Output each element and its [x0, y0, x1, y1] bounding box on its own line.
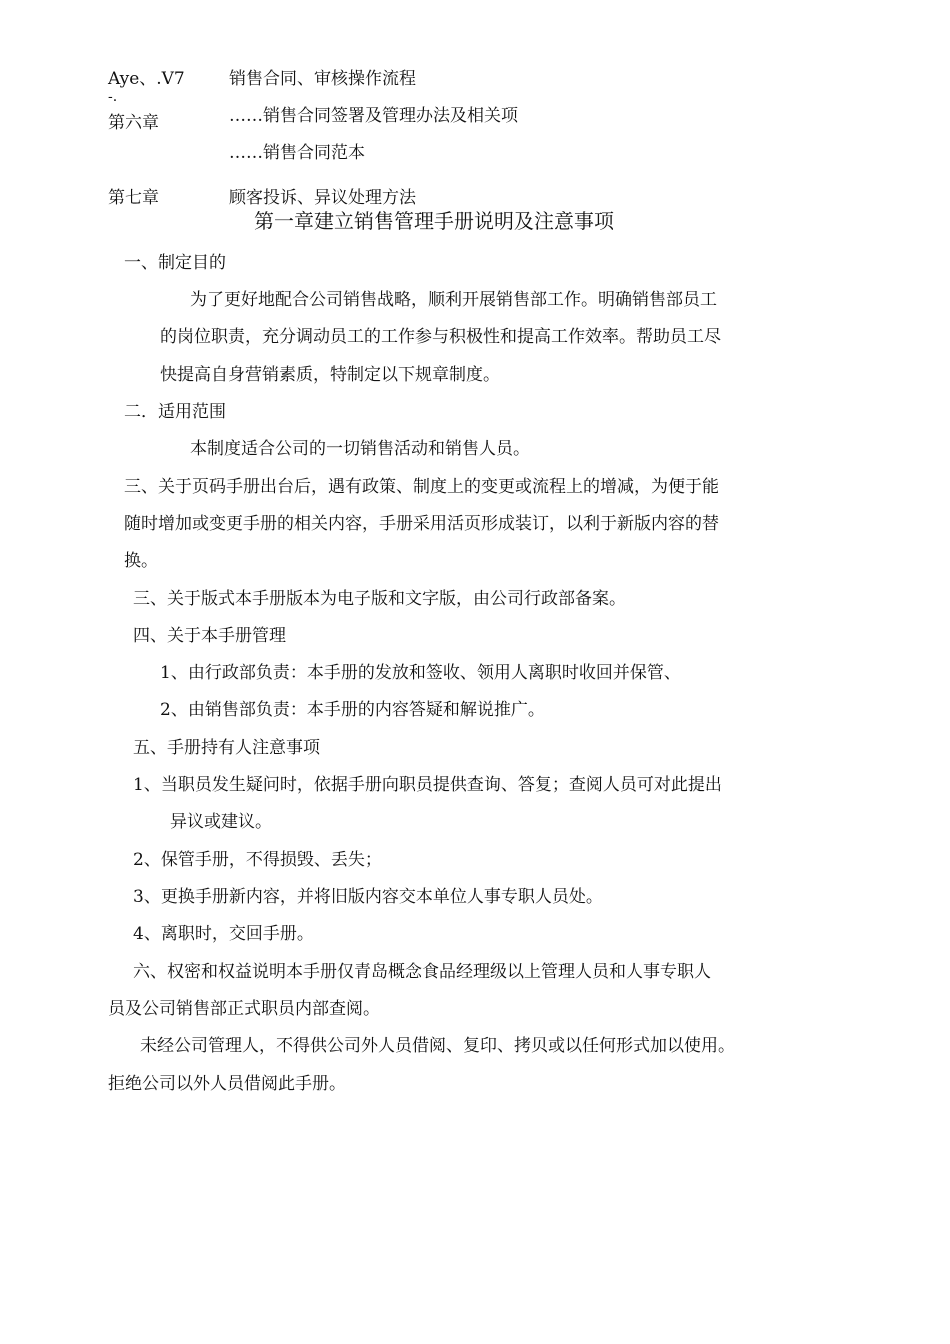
toc-entry-text: ……销售合同签署及管理办法及相关项 [229, 106, 518, 126]
section-heading: 二．适用范围 [124, 402, 226, 422]
list-item: 1、由行政部负责：本手册的发放和签收、领用人离职时收回并保管、 [160, 663, 681, 683]
toc-entry-text: 顾客投诉、异议处理方法 [229, 188, 416, 208]
paragraph-line: 为了更好地配合公司销售战略，顺利开展销售部工作。明确销售部员工 [190, 290, 717, 310]
toc-chapter-label: 第六章 [108, 113, 159, 133]
toc-stray-mark: -. [108, 89, 118, 105]
page-title: 第一章建立销售管理手册说明及注意事项 [254, 209, 614, 233]
paragraph-line: 六、权密和权益说明本手册仅青岛概念食品经理级以上管理人员和人事专职人 [133, 962, 711, 982]
paragraph-line: 换。 [124, 551, 158, 571]
section-heading: 一、制定目的 [124, 253, 226, 273]
toc-entry-text: 销售合同、审核操作流程 [229, 69, 416, 89]
paragraph-line: 随时增加或变更手册的相关内容，手册采用活页形成装订，以利于新版内容的替 [124, 514, 719, 534]
list-item: 1、当职员发生疑问时，依据手册向职员提供查询、答复；查阅人员可对此提出 [133, 775, 722, 795]
list-item: 4、离职时，交回手册。 [133, 924, 314, 944]
section-heading: 五、手册持有人注意事项 [133, 738, 320, 758]
paragraph-line: 快提高自身营销素质，特制定以下规章制度。 [160, 365, 500, 385]
list-item: 2、由销售部负责：本手册的内容答疑和解说推广。 [160, 700, 545, 720]
list-item: 2、保管手册，不得损毁、丢失； [133, 850, 382, 870]
toc-entry-text: ……销售合同范本 [229, 143, 365, 163]
paragraph-line: 员及公司销售部正式职员内部查阅。 [108, 999, 380, 1019]
paragraph-line: 未经公司管理人，不得供公司外人员借阅、复印、拷贝或以任何形式加以使用。 [140, 1036, 735, 1056]
paragraph-line: 拒绝公司以外人员借阅此手册。 [108, 1074, 346, 1094]
toc-chapter-label: Aye、.V7 [108, 69, 185, 89]
list-item: 异议或建议。 [170, 812, 272, 832]
paragraph-line: 本制度适合公司的一切销售活动和销售人员。 [190, 439, 530, 459]
paragraph-line: 的岗位职责，充分调动员工的工作参与积极性和提高工作效率。帮助员工尽 [160, 327, 721, 347]
section-heading: 四、关于本手册管理 [133, 626, 286, 646]
toc-chapter-label: 第七章 [108, 188, 159, 208]
paragraph-line: 三、关于页码手册出台后，遇有政策、制度上的变更或流程上的增减，为便于能 [124, 477, 719, 497]
paragraph-line: 三、关于版式本手册版本为电子版和文字版，由公司行政部备案。 [133, 589, 626, 609]
list-item: 3、更换手册新内容，并将旧版内容交本单位人事专职人员处。 [133, 887, 603, 907]
